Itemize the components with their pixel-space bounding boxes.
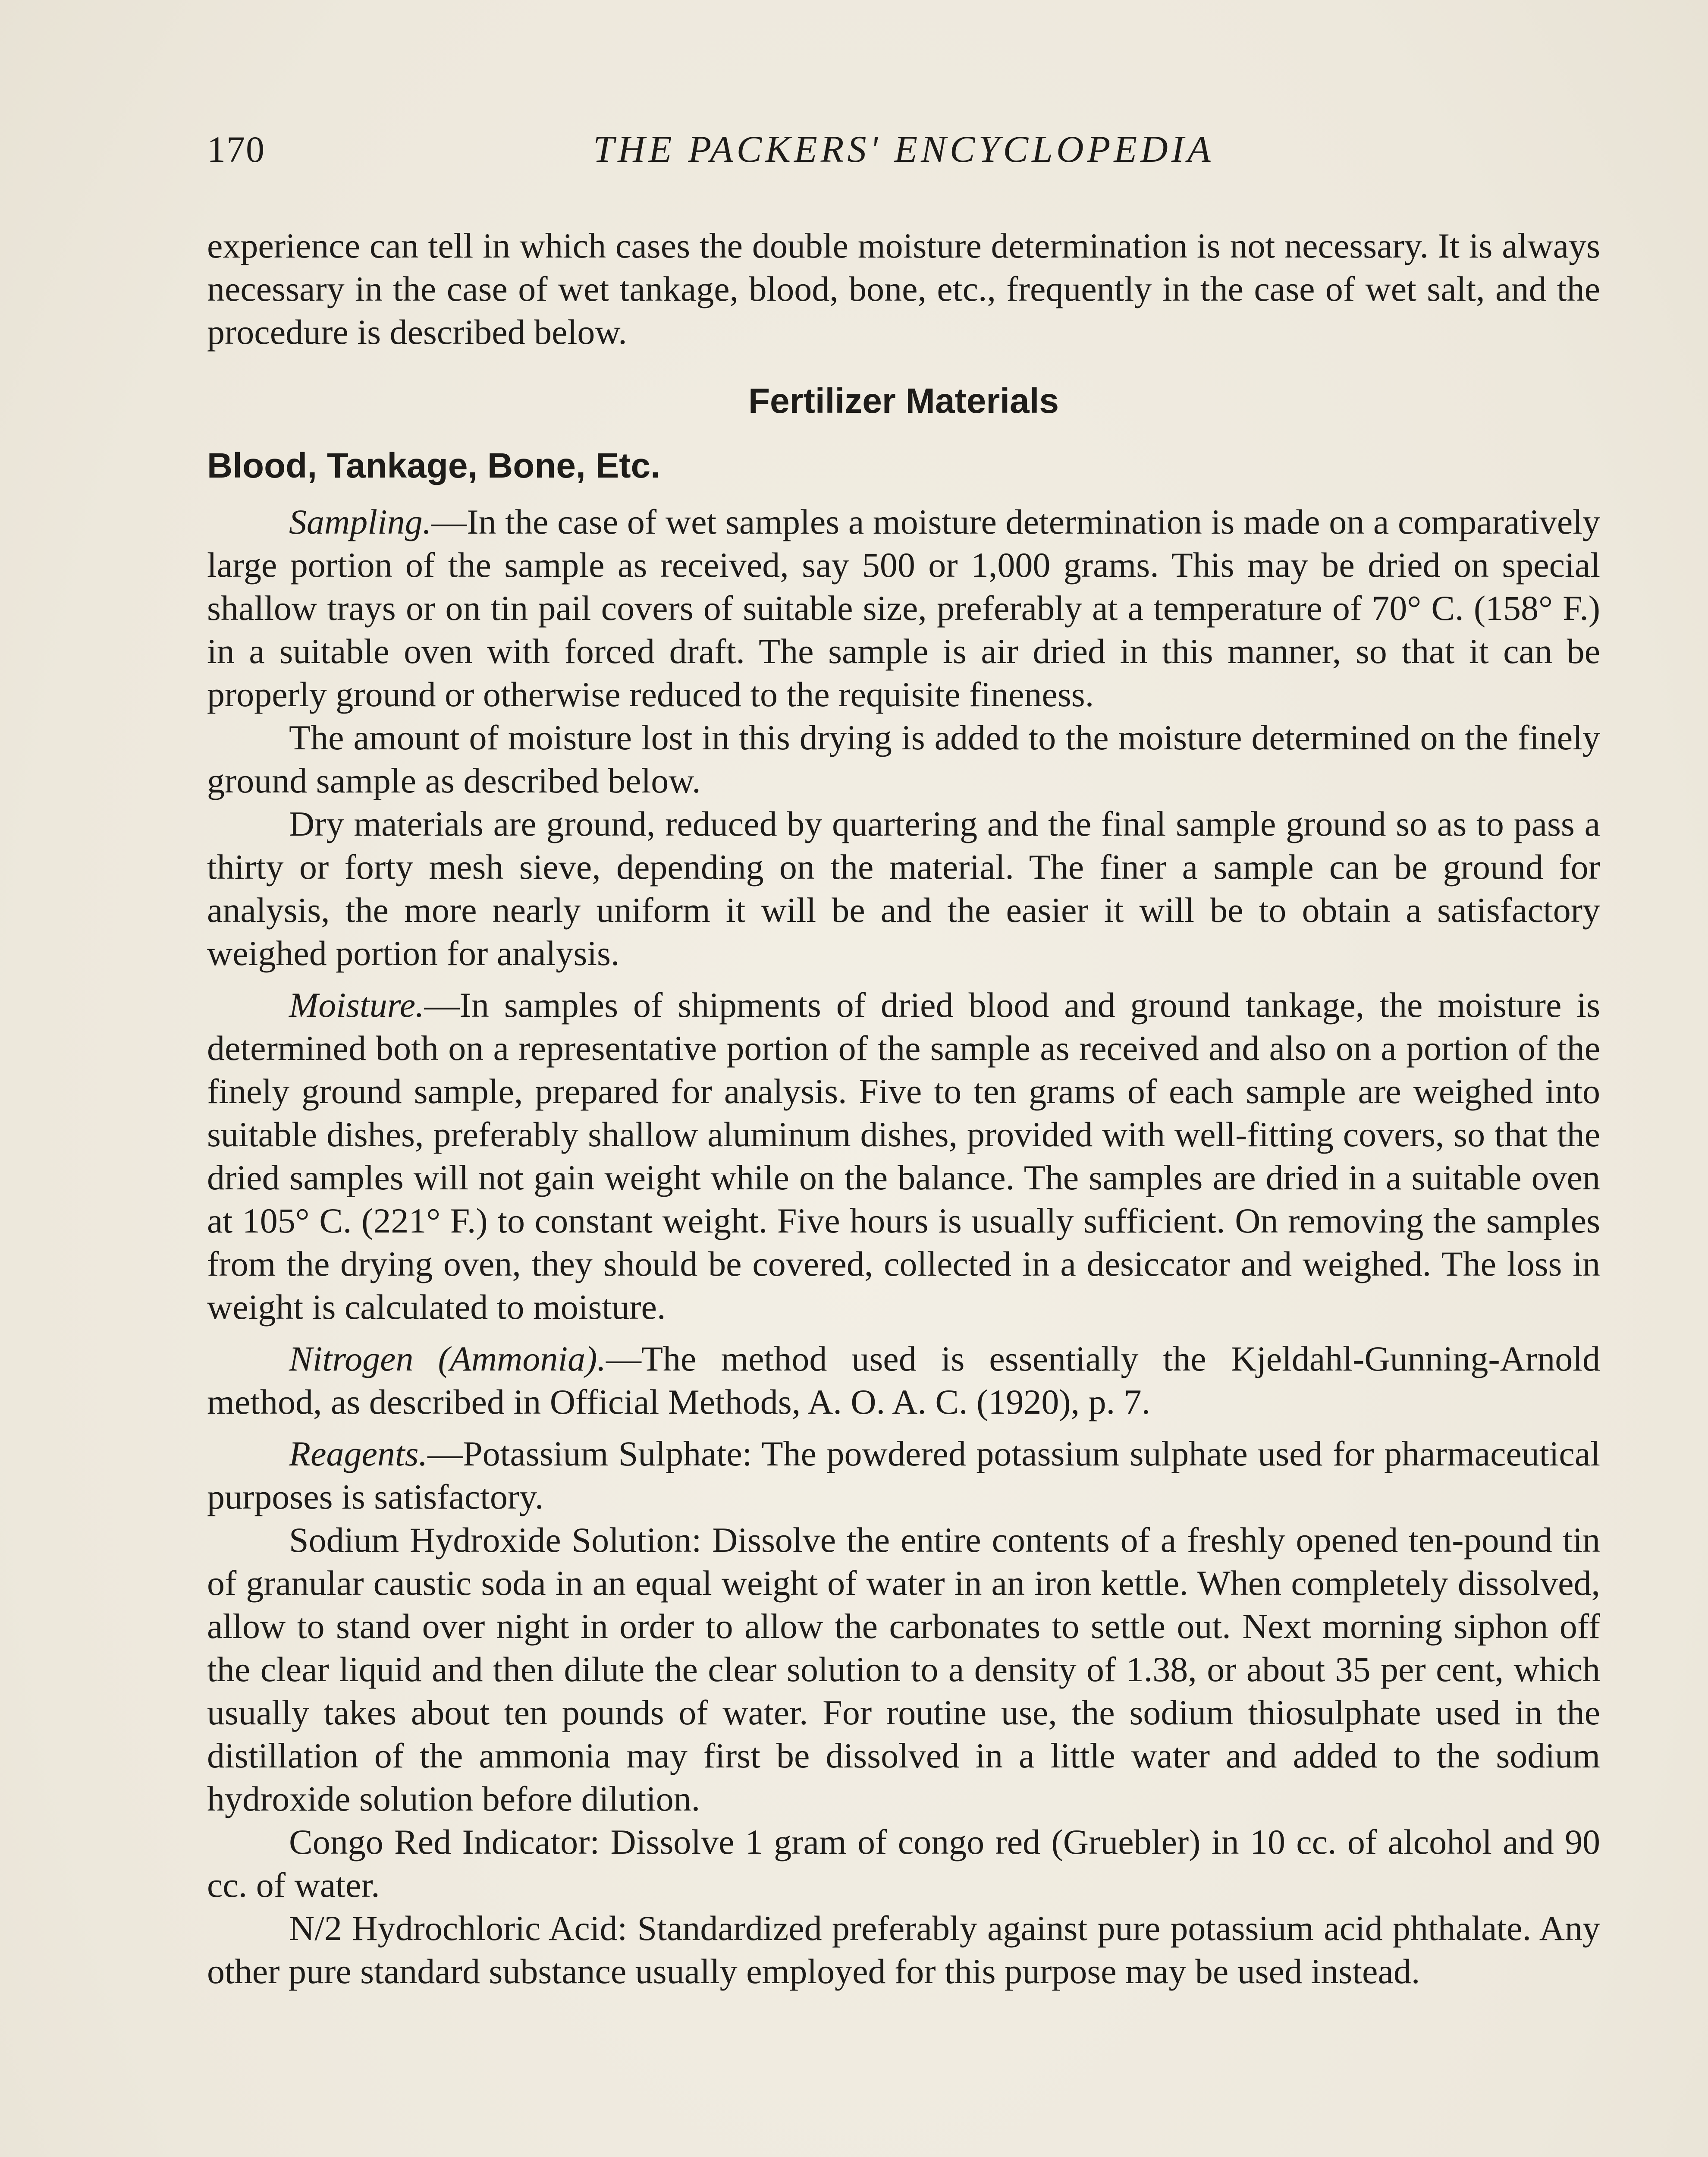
body-text bbox=[207, 224, 1600, 1993]
nitrogen-label: Nitrogen (Ammonia). bbox=[289, 1339, 606, 1378]
sampling-text: —In the case of wet samples a moisture determination is made on a comparatively large portion of the sample as received, say 500 or 1,000 grams. This may be dried on special shallow trays or on tin pail covers of suitable size, preferably at a temperature of 70° C. (158° F.) in a suitable oven with forced draft. The sample is air dried in this manner, so that it can be properly ground or otherwise reduced to the requisite fineness. bbox=[207, 502, 1600, 714]
reagents-label: Reagents. bbox=[289, 1434, 428, 1473]
paragraph-reagents bbox=[207, 1432, 1600, 1519]
subsection-title: Blood, Tankage, Bone, Etc. bbox=[207, 446, 660, 485]
page-number: 170 bbox=[207, 129, 265, 170]
paragraph-nitrogen bbox=[207, 1337, 1600, 1424]
paragraph-sodium-hydroxide: Sodium Hydroxide Solution: Dissolve the entire contents of a freshly opened ten-pound tin of granular caustic soda in an equal weight of water in an iron kettle. When completely dissolved, allow to stand over night in order to allow the carbonates to settle out. Next morning siphon off the clear liquid and then dilute the clear solution to a density of 1.38, or about 35 per cent, which usually takes about ten pounds of water. For routine use, the sodium thiosulphate used in the distillation of the ammonia may first be dissolved in a little water and added to the sodium hydroxide solution before dilution. bbox=[207, 1520, 1600, 1818]
paragraph-moisture bbox=[207, 984, 1600, 1329]
reagents-text: —Potassium Sulphate: The powdered potassium sulphate used for pharmaceutical purposes is satisfactory. bbox=[207, 1434, 1600, 1516]
paragraph-sampling bbox=[207, 500, 1600, 716]
moisture-text: —In samples of shipments of dried blood and ground tankage, the moisture is determined both on a representative portion of the sample as received and also on a portion of the finely ground sample, prepared for analysis. Five to ten grams of each sample are weighed into suitable dishes, preferably shallow aluminum dishes, provided with well-fitting covers, so that the dried samples will not gain weight while on the balance. The samples are dried in a suitable oven at 105° C. (221° F.) to constant weight. Five hours is usually sufficient. On removing the samples from the drying oven, they should be covered, collected in a desiccator and weighed. The loss in weight is calculated to moisture. bbox=[207, 985, 1600, 1327]
paragraph-dry-materials: Dry materials are ground, reduced by quartering and the final sample ground so as to pass a thirty or forty mesh sieve, depending on the material. The finer a sample can be ground for analysis, the more nearly uniform it will be and the easier it will be to obtain a satisfactory weighed portion for analysis. bbox=[207, 804, 1600, 973]
page-header bbox=[207, 128, 1600, 184]
paragraph-hydrochloric-acid: N/2 Hydrochloric Acid: Standardized preferably against pure potassium acid phthalate. Any other pure standard substance usually employed for this purpose may be used instead. bbox=[207, 1909, 1600, 1991]
section-title: Fertilizer Materials bbox=[748, 381, 1059, 421]
paragraph-continued: experience can tell in which cases the double moisture determination is not necessary. It is always necessary in the case of wet tankage, blood, bone, etc., frequently in the case of wet salt, and the procedure is described below. bbox=[207, 226, 1600, 352]
running-head: THE PACKERS' ENCYCLOPEDIA bbox=[593, 129, 1214, 170]
sampling-label: Sampling. bbox=[289, 502, 432, 541]
moisture-label: Moisture. bbox=[289, 985, 424, 1025]
paragraph-congo-red: Congo Red Indicator: Dissolve 1 gram of congo red (Gruebler) in 10 cc. of alcohol and 90 cc. of water. bbox=[207, 1822, 1600, 1905]
nitrogen-text: —The method used is essentially the Kjeldahl-Gunning-Arnold method, as described in Official Methods, A. O. A. C. (1920), p. 7. bbox=[207, 1339, 1600, 1421]
paragraph-amount: The amount of moisture lost in this drying is added to the moisture determined on the finely ground sample as described below. bbox=[207, 718, 1600, 800]
